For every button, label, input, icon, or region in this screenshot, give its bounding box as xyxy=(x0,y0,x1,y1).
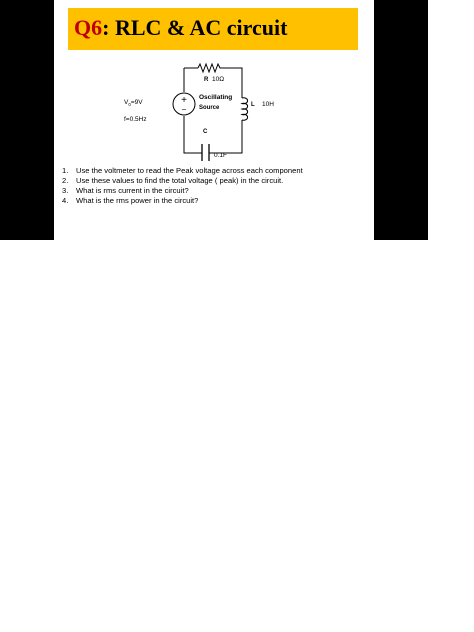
title-text: : RLC & AC circuit xyxy=(102,15,288,40)
left-black-bar xyxy=(0,0,54,240)
rlc-circuit-diagram xyxy=(54,0,374,166)
source-voltage-label: $V_0=9V$ xyxy=(124,99,143,107)
right-black-bar xyxy=(374,0,428,240)
list-item xyxy=(62,166,303,176)
capacitor-letter: C xyxy=(203,129,208,135)
list-item-number: 3. xyxy=(62,186,69,195)
source-label-source: Source xyxy=(199,105,220,111)
capacitor-value: 0.1F xyxy=(214,152,228,159)
source-frequency-label: f=0.5Hz xyxy=(124,116,147,123)
resistor-value: 10Ω xyxy=(212,76,225,83)
list-item-number: 1. xyxy=(62,166,69,175)
list-item-text: What is the rms power in the circuit? xyxy=(76,196,199,205)
question-number: Q6 xyxy=(74,15,103,40)
list-item-text: What is rms current in the circuit? xyxy=(76,186,189,195)
list-item-text: Use the voltmeter to read the Peak voltage across each component xyxy=(76,166,303,175)
list-item-text: Use these values to find the total voltage ( peak) in the circuit. xyxy=(76,176,284,185)
source-plus-sign: + xyxy=(181,95,187,106)
resistor-symbol xyxy=(198,64,222,72)
resistor-letter: R xyxy=(204,77,209,83)
capacitor-symbol xyxy=(202,144,209,161)
source-label-oscillating: Oscillating xyxy=(199,94,233,101)
list-item-number: 4. xyxy=(62,196,69,205)
slide xyxy=(54,0,374,240)
source-minus-sign: − xyxy=(181,105,187,114)
list-item xyxy=(62,186,303,196)
question-list xyxy=(62,166,303,206)
list-item-number: 2. xyxy=(62,176,69,185)
inductor-letter: L xyxy=(251,102,255,108)
list-item xyxy=(62,176,303,186)
inductor-value: 10H xyxy=(262,101,274,108)
inductor-symbol xyxy=(242,98,248,121)
list-item xyxy=(62,196,303,206)
